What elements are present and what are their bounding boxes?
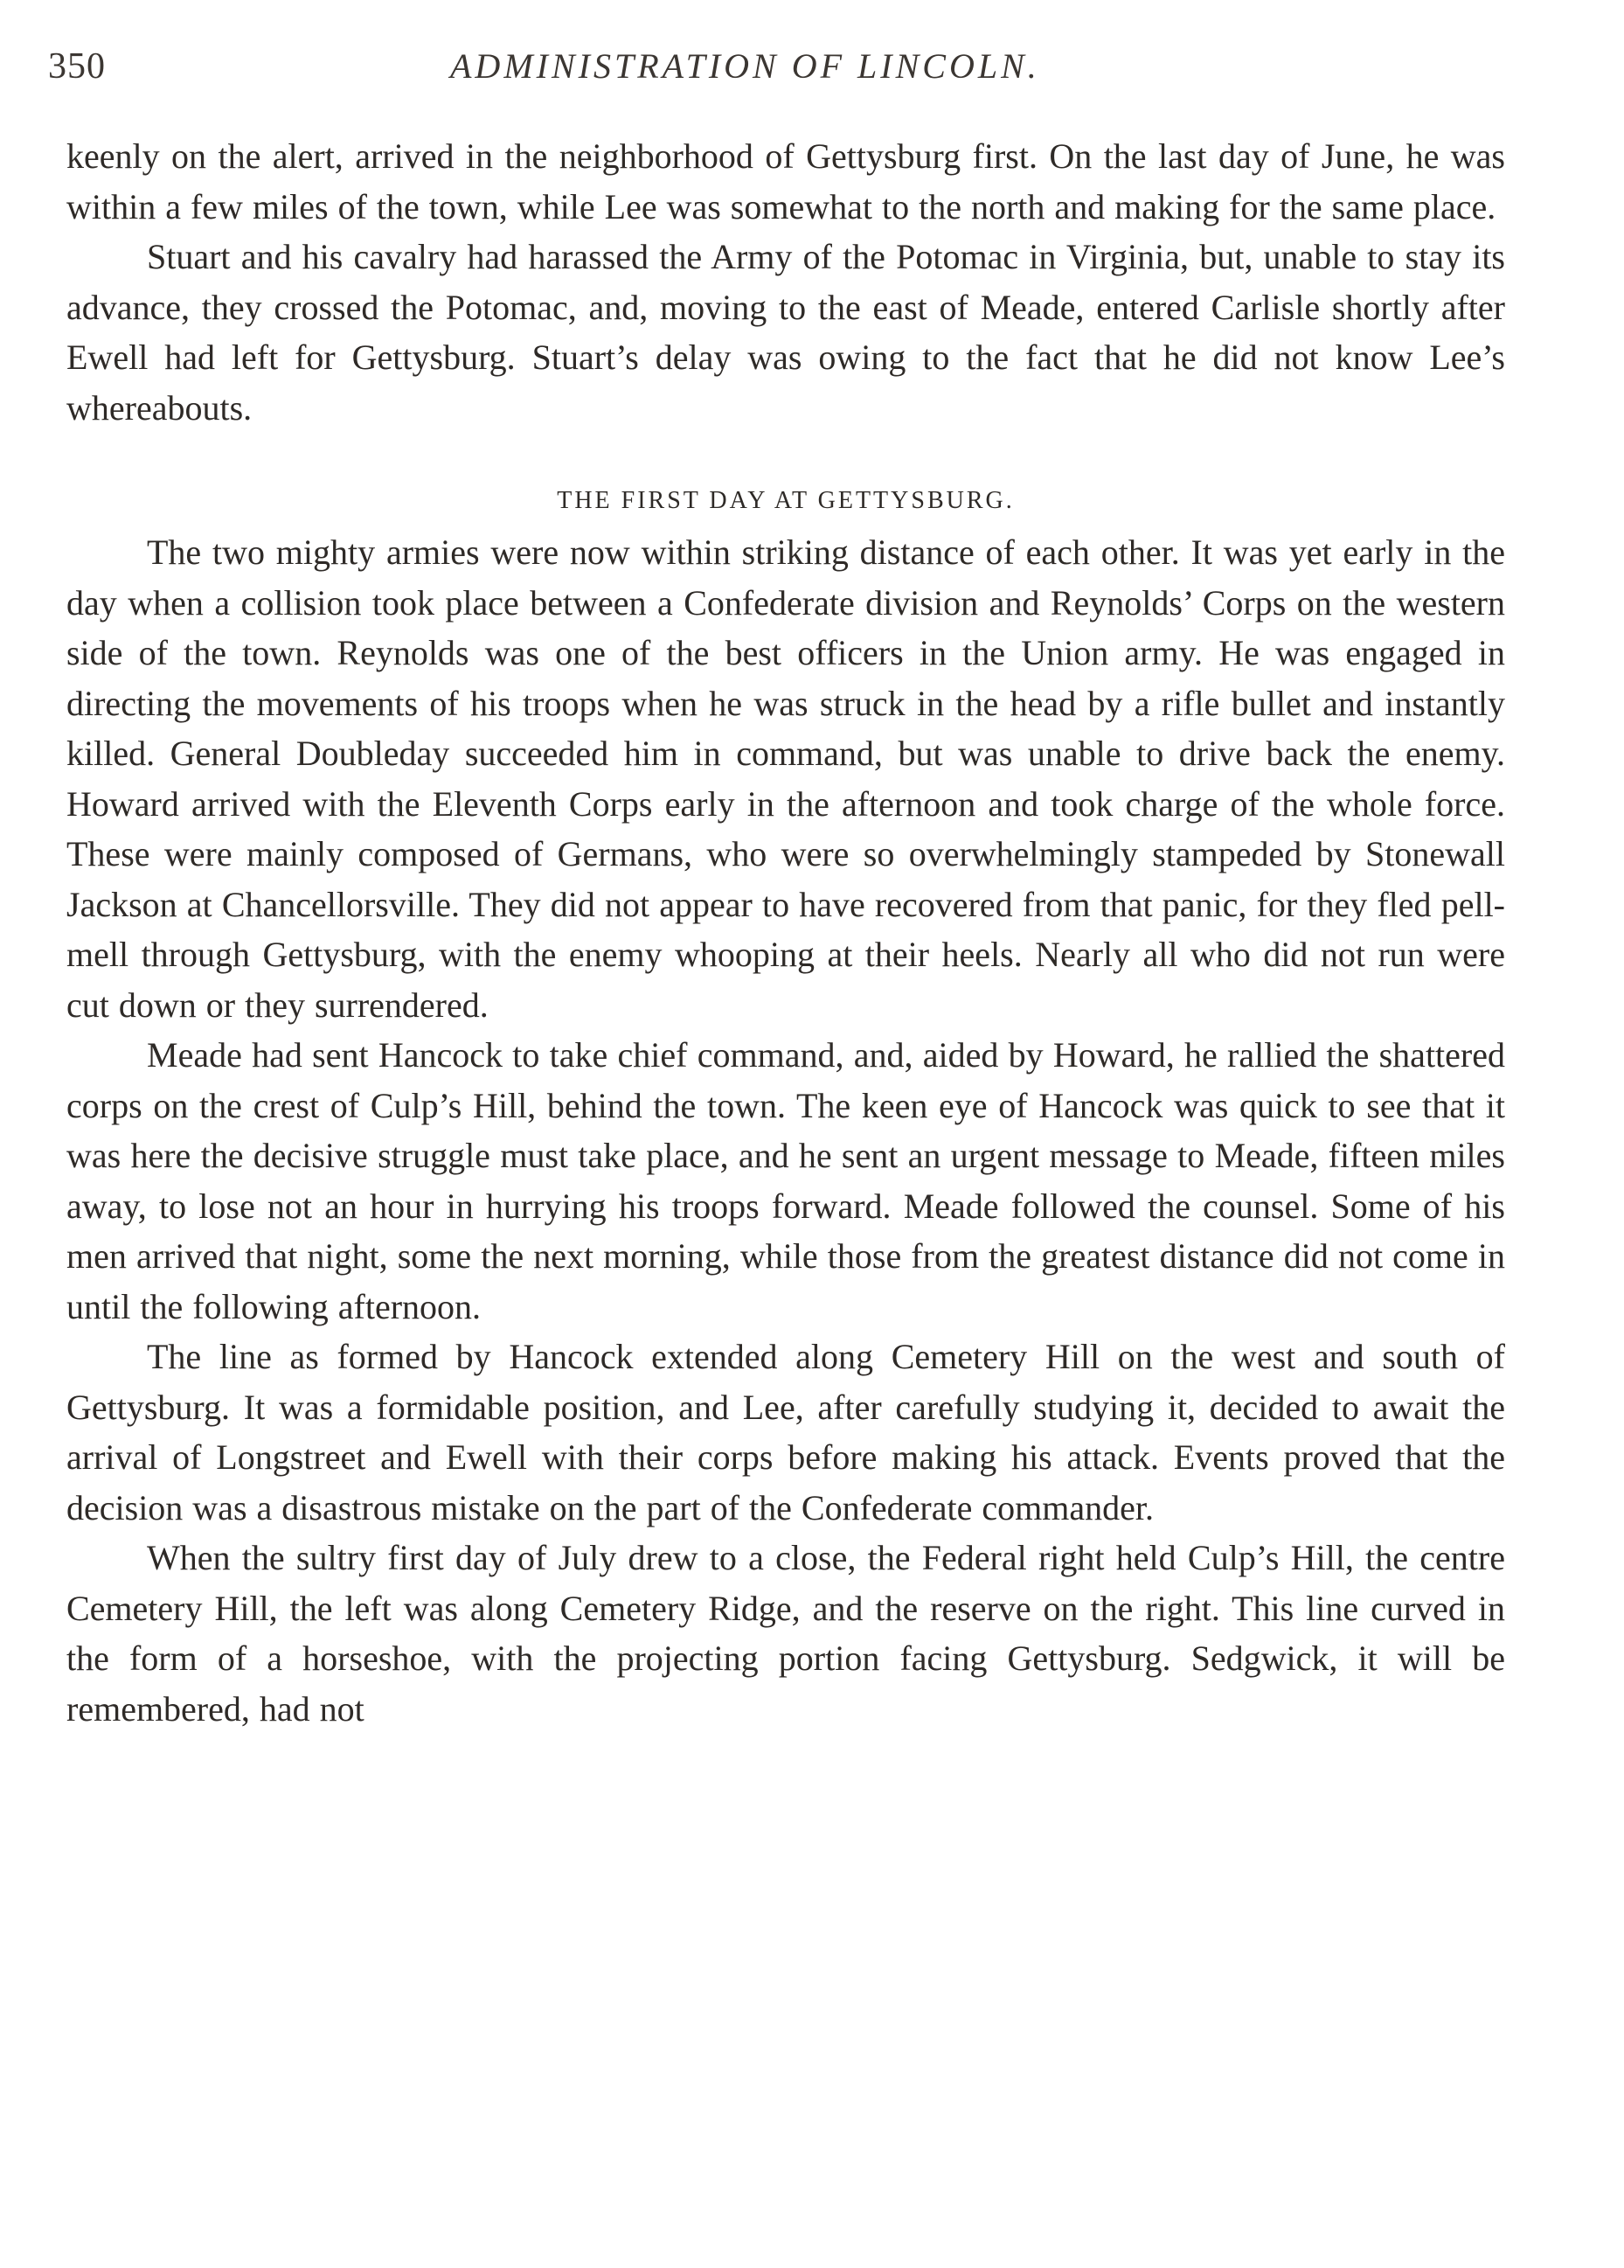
page-header xyxy=(48,45,1499,98)
paragraph: The two mighty armies were now within striking distance of each other. It was yet early in the day when a collision took place between a Confederate division and Reynolds’ Corps on the western side of the town. Reynolds was one of the best officers in the Union army. He was engaged in directing the movements of his troops when he was struck in the head by a rifle bullet and instantly killed. General Doubleday succeeded him in command, but was unable to drive back the enemy. Howard arrived with the Eleventh Corps early in the afternoon and took charge of the whole force. These were mainly composed of Germans, who were so overwhelmingly stampeded by Stonewall Jackson at Chancellorsville. They did not appear to have recovered from that panic, for they fled pell-mell through Gettysburg, with the enemy whooping at their heels. Nearly all who did not run were cut down or they surrendered. xyxy=(66,532,1505,1025)
paragraph: When the sultry first day of July drew to a close, the Federal right held Culp’s Hill, the centre Cemetery Hill, the left was along Cemetery Ridge, and the reserve on the right. This line curved in the form of a horseshoe, with the projecting portion facing Gettysburg. Sedgwick, it will be remembered, had not xyxy=(66,1538,1505,1729)
paragraph: keenly on the alert, arrived in the neighborhood of Gettysburg first. On the last day of June, he was within a few miles of the town, while Lee was somewhat to the north and making for the same place. xyxy=(66,136,1505,226)
running-head: ADMINISTRATION OF LINCOLN. xyxy=(450,46,1040,86)
paragraph: Meade had sent Hancock to take chief command, and, aided by Howard, he rallied the shattered corps on the crest of Culp’s Hill, behind the town. The keen eye of Hancock was quick to see that it was here the decisive struggle must take place, and he sent an urgent message to Meade, fifteen miles away, to lose not an hour in hurrying his troops forward. Meade followed the counsel. Some of his men arrived that night, some the next morning, while those from the greatest distance did not come in until the following afternoon. xyxy=(66,1035,1505,1326)
section-heading: THE FIRST DAY AT GETTYSBURG. xyxy=(557,487,1015,514)
paragraph: The line as formed by Hancock extended along Cemetery Hill on the west and south of Gettysburg. It was a formidable position, and Lee, after carefully studying it, decided to await the arrival of Longstreet and Ewell with their corps before making his attack. Events proved that the decision was a disastrous mistake on the part of the Confederate commander. xyxy=(66,1337,1505,1527)
body-text xyxy=(66,131,1505,1734)
paragraph: Stuart and his cavalry had harassed the Army of the Potomac in Virginia, but, unable to stay its advance, they crossed the Potomac, and, moving to the east of Meade, entered Carlisle shortly after Ewell had left for Gettysburg. Stuart’s delay was owing to the fact that he did not know Lee’s whereabouts. xyxy=(66,237,1505,428)
page-number: 350 xyxy=(48,46,106,87)
